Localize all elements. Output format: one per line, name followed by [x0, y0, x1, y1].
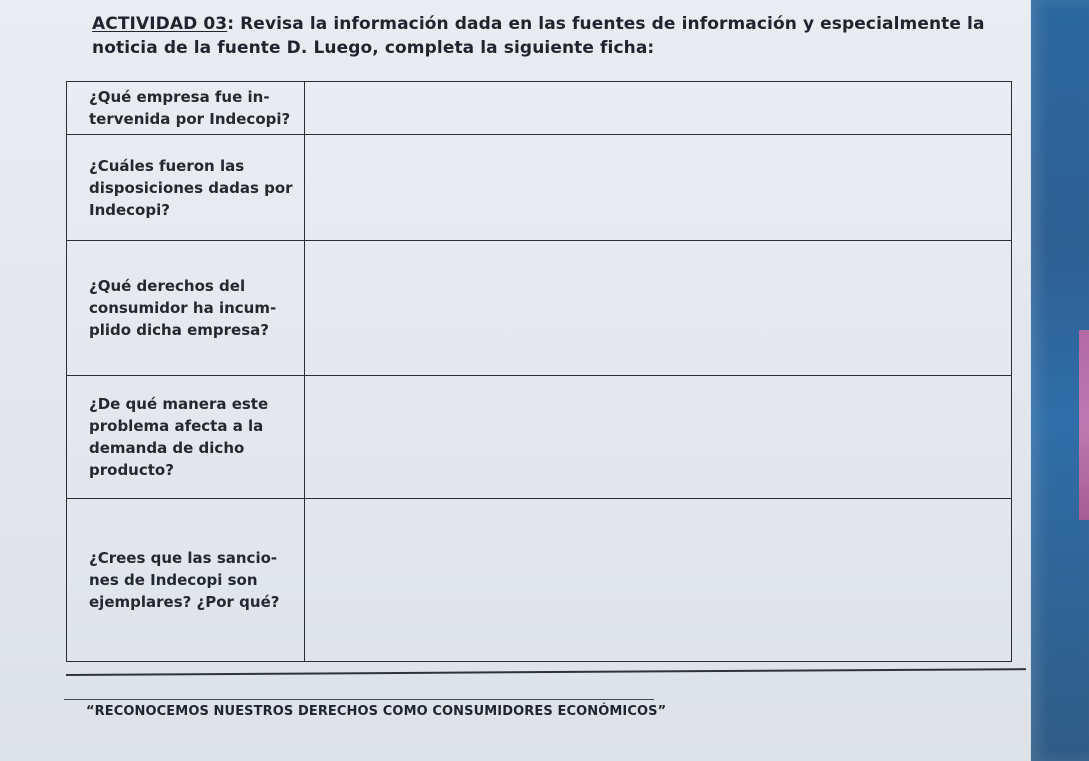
footer-underline	[64, 699, 654, 700]
answer-cell[interactable]	[305, 241, 1012, 376]
footer-slogan: “RECONOCEMOS NUESTROS DERECHOS COMO CONSUMIDORES ECONÓMICOS”	[86, 704, 667, 719]
answer-cell[interactable]	[305, 499, 1012, 662]
question-cell: ¿Qué empresa fue in- tervenida por Indecopi?	[67, 82, 305, 135]
answer-text[interactable]	[305, 376, 1011, 498]
worksheet-table-wrapper	[66, 81, 1012, 660]
table-row	[67, 499, 1012, 662]
table-row	[67, 376, 1012, 499]
answer-text[interactable]	[305, 241, 1011, 375]
activity-instructions: : Revisa la información dada en las fuentes de información y especialmente la noticia de la fuente D. Luego, completa la siguiente ficha:	[92, 14, 985, 58]
question-cell: ¿Crees que las sancio- nes de Indecopi son ejemplares? ¿Por qué?	[67, 499, 305, 662]
question-cell: ¿Qué derechos del consumidor ha incum- plido dicha empresa?	[67, 241, 305, 376]
answer-text[interactable]	[305, 82, 1011, 134]
table-row	[67, 82, 1012, 135]
activity-label: ACTIVIDAD 03	[92, 14, 228, 34]
question-cell: ¿De qué manera este problema afecta a la demanda de dicho producto?	[67, 376, 305, 499]
answer-cell[interactable]	[305, 82, 1012, 135]
side-pink-strip	[1079, 330, 1089, 520]
activity-title	[92, 12, 992, 60]
worksheet-table	[66, 81, 1012, 662]
answer-text[interactable]	[305, 135, 1011, 240]
answer-cell[interactable]	[305, 135, 1012, 241]
table-row	[67, 241, 1012, 376]
answer-text[interactable]	[305, 499, 1011, 661]
question-cell: ¿Cuáles fueron las disposiciones dadas por Indecopi?	[67, 135, 305, 241]
answer-cell[interactable]	[305, 376, 1012, 499]
table-row	[67, 135, 1012, 241]
